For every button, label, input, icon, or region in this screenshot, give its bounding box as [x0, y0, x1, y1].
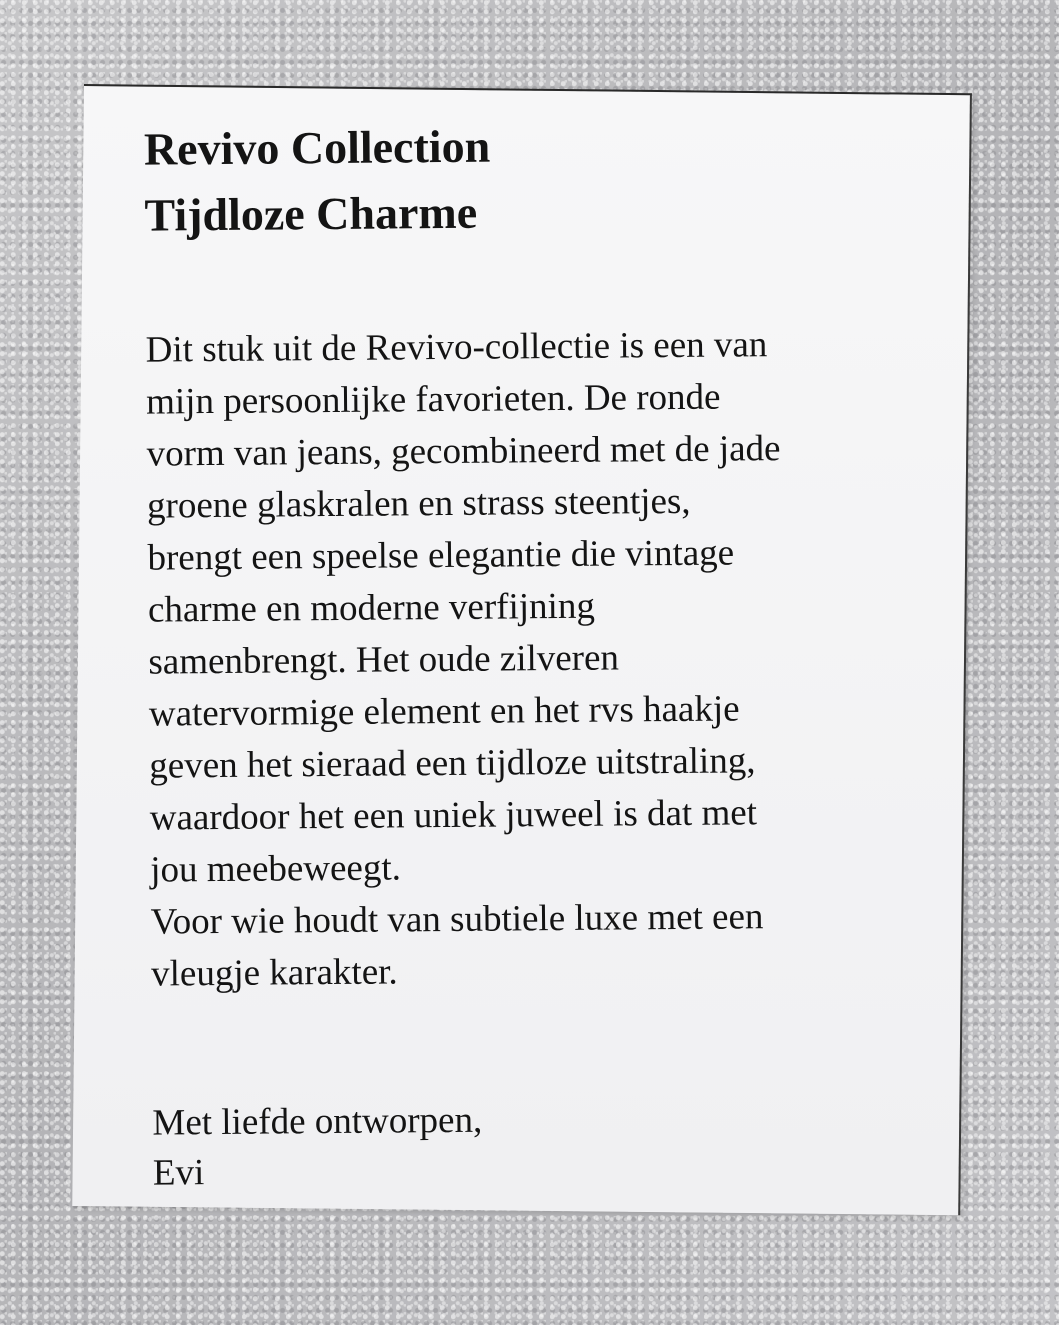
title-line-collection: Revivo Collection [143, 120, 491, 175]
card-description [145, 318, 937, 1001]
description-line: vorm van jeans, gecombineerd met de jade [146, 428, 781, 475]
description-line: watervormige element en het rvs haakje [148, 688, 740, 735]
signoff-greeting: Met liefde ontworpen, [152, 1099, 483, 1144]
description-line: mijn persoonlijke favorieten. De ronde [145, 376, 721, 423]
card-signoff [152, 1092, 939, 1199]
description-line: geven het sieraad een tijdloze uitstraling, [149, 740, 756, 787]
title-line-subtitle: Tijdloze Charme [144, 186, 478, 241]
description-line: vleugje karakter. [150, 951, 398, 995]
description-line: brengt een speelse elegantie die vintage [147, 532, 735, 579]
description-line: charme en moderne verfijning [147, 585, 596, 631]
description-line: waardoor het een uniek juweel is dat met [149, 792, 758, 839]
product-card [72, 84, 972, 1215]
card-content [144, 110, 939, 1199]
description-line: groene glaskralen en strass steentjes, [146, 480, 691, 527]
description-line: Dit stuk uit de Revivo-collectie is een van [145, 324, 768, 371]
signoff-name: Evi [152, 1152, 205, 1194]
description-line: jou meebeweegt. [150, 847, 402, 891]
description-line: Voor wie houdt van subtiele luxe met een [150, 896, 764, 943]
description-line: samenbrengt. Het oude zilveren [148, 637, 620, 683]
card-title [144, 110, 931, 249]
